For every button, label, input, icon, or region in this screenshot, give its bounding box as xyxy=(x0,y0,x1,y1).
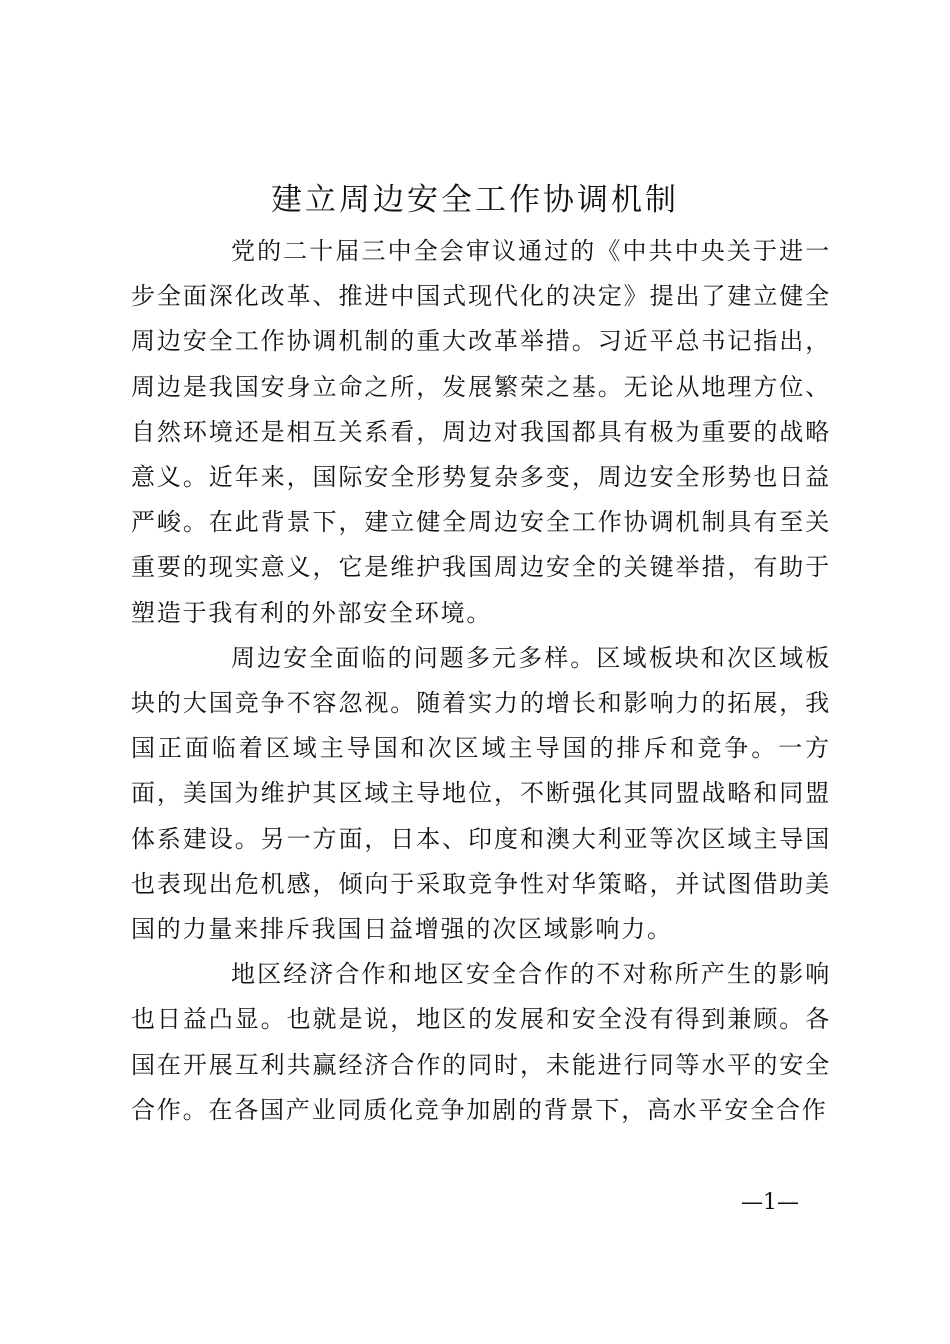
paragraph: 周边安全面临的问题多元多样。区域板块和次区域板块的大国竞争不容忽视。随着实力的增长和影响力的拓展，我国正面临着区域主导国和次区域主导国的排斥和竞争。一方面，美国为维护其区域主导地位，不断强化其同盟战略和同盟体系建设。另一方面，日本、印度和澳大利亚等次区域主导国也表现出危机感，倾向于采取竞争性对华策略，并试图借助美国的力量来排斥我国日益增强的次区域影响力。 xyxy=(131,643,831,944)
paragraph: 地区经济合作和地区安全合作的不对称所产生的影响也日益凸显。也就是说，地区的发展和安全没有得到兼顾。各国在开展互利共赢经济合作的同时，未能进行同等水平的安全合作。在各国产业同质化竞争加剧的背景下，高水平安全合作 xyxy=(131,960,831,1124)
document-title: 建立周边安全工作协调机制 xyxy=(271,182,679,218)
page-number: —1— xyxy=(741,1190,799,1215)
document-body xyxy=(131,229,831,1133)
paragraph: 党的二十届三中全会审议通过的《中共中央关于进一步全面深化改革、推进中国式现代化的决定》提出了建立健全周边安全工作协调机制的重大改革举措。习近平总书记指出，周边是我国安身立命之所，发展繁荣之基。无论从地理方位、自然环境还是相互关系看，周边对我国都具有极为重要的战略意义。近年来，国际安全形势复杂多变，周边安全形势也日益严峻。在此背景下，建立健全周边安全工作协调机制具有至关重要的现实意义，它是维护我国周边安全的关键举措，有助于塑造于我有利的外部安全环境。 xyxy=(131,237,831,627)
